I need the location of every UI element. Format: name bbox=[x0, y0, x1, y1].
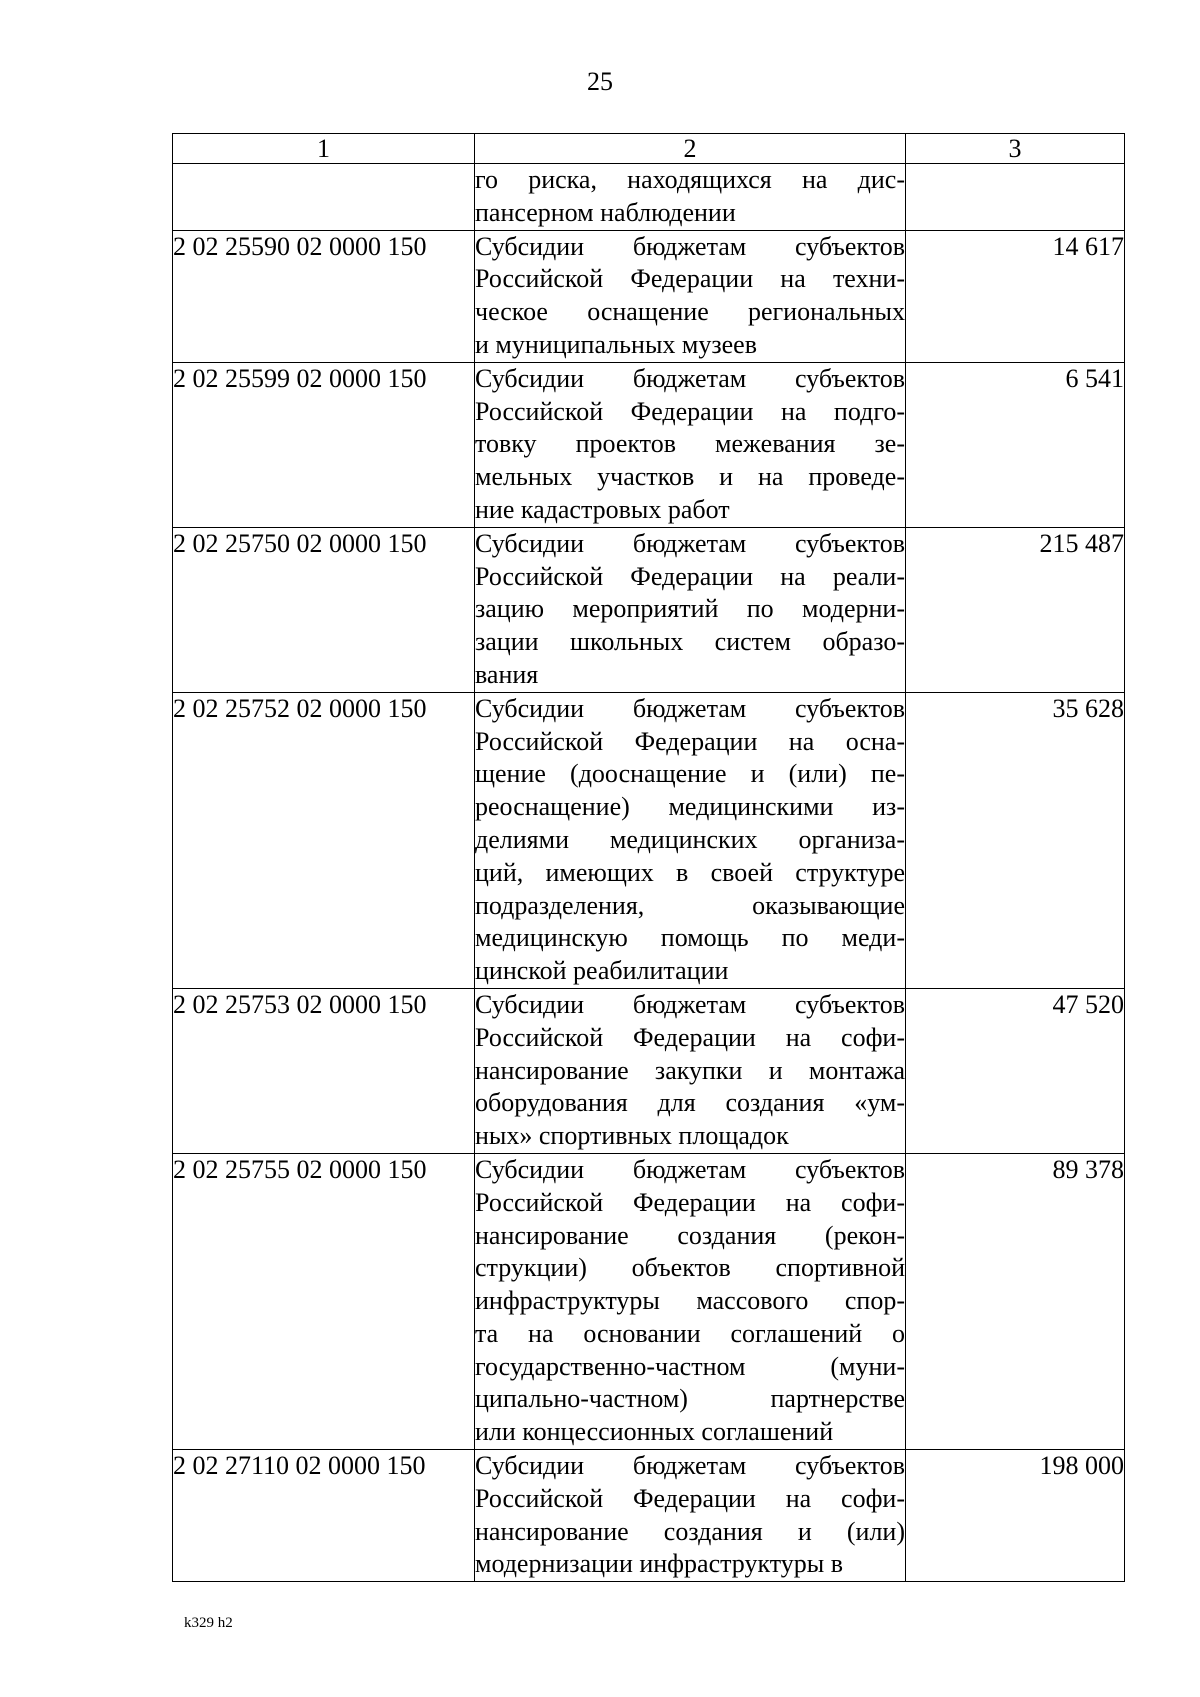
description-line: ние кадастровых работ bbox=[475, 494, 730, 524]
table-row bbox=[173, 164, 1125, 231]
description-cell bbox=[475, 692, 906, 988]
table-body bbox=[173, 164, 1125, 1582]
description-cell bbox=[475, 362, 906, 527]
header-row bbox=[173, 134, 1125, 164]
description-line: ческое оснащение региональных bbox=[475, 297, 905, 327]
description-line: зации школьных систем образо- bbox=[475, 627, 905, 657]
description-line: щение (дооснащение и (или) пе- bbox=[475, 759, 905, 789]
description-line: Российской Федерации на техни- bbox=[475, 264, 905, 294]
description-line: Российской Федерации на софи- bbox=[475, 1022, 905, 1052]
table-header bbox=[173, 134, 1125, 164]
description-line: Субсидии бюджетам субъектов bbox=[475, 231, 905, 261]
description-line: Российской Федерации на подго- bbox=[475, 396, 905, 426]
budget-code-cell: 2 02 25752 02 0000 150 bbox=[173, 692, 475, 988]
description-line: мельных участков и на проведе- bbox=[475, 462, 905, 492]
description-cell bbox=[475, 1153, 906, 1449]
budget-code-cell: 2 02 25755 02 0000 150 bbox=[173, 1153, 475, 1449]
budget-code-cell: 2 02 27110 02 0000 150 bbox=[173, 1450, 475, 1582]
budget-code-cell bbox=[173, 164, 475, 231]
description-line: подразделения, оказывающие bbox=[475, 890, 905, 920]
header-column-3: 3 bbox=[906, 134, 1125, 164]
description-line: нансирование создания и (или) bbox=[475, 1516, 905, 1546]
table-row bbox=[173, 527, 1125, 692]
amount-cell: 89 378 bbox=[906, 1153, 1125, 1449]
table-row bbox=[173, 230, 1125, 362]
description-line: инфраструктуры массового спор- bbox=[475, 1286, 905, 1316]
budget-code-cell: 2 02 25599 02 0000 150 bbox=[173, 362, 475, 527]
description-line: ций, имеющих в своей структуре bbox=[475, 857, 905, 887]
budget-table bbox=[172, 133, 1125, 1582]
description-line: зацию мероприятий по модерни- bbox=[475, 594, 905, 624]
description-cell bbox=[475, 230, 906, 362]
description-line: товку проектов межевания зе- bbox=[475, 429, 905, 459]
amount-cell: 35 628 bbox=[906, 692, 1125, 988]
description-line: та на основании соглашений о bbox=[475, 1318, 905, 1348]
description-line: Субсидии бюджетам субъектов bbox=[475, 693, 905, 723]
description-line: пансерном наблюдении bbox=[475, 197, 736, 227]
description-line: Субсидии бюджетам субъектов bbox=[475, 528, 905, 558]
description-line: Российской Федерации на софи- bbox=[475, 1483, 905, 1513]
amount-cell: 14 617 bbox=[906, 230, 1125, 362]
description-cell bbox=[475, 164, 906, 231]
description-line: Субсидии бюджетам субъектов bbox=[475, 1154, 905, 1184]
table-row bbox=[173, 1153, 1125, 1449]
amount-cell: 47 520 bbox=[906, 988, 1125, 1153]
description-line: струкции) объектов спортивной bbox=[475, 1253, 905, 1283]
amount-cell: 215 487 bbox=[906, 527, 1125, 692]
description-line: цинской реабилитации bbox=[475, 956, 729, 986]
description-line: го риска, находящихся на дис- bbox=[475, 165, 905, 194]
table-row bbox=[173, 1450, 1125, 1582]
description-line: Российской Федерации на реали- bbox=[475, 561, 905, 591]
description-line: нансирование создания (рекон- bbox=[475, 1220, 905, 1250]
header-column-1: 1 bbox=[173, 134, 475, 164]
description-line: оборудования для создания «ум- bbox=[475, 1088, 905, 1118]
budget-code-cell: 2 02 25590 02 0000 150 bbox=[173, 230, 475, 362]
description-line: и муниципальных музеев bbox=[475, 329, 758, 359]
header-column-2: 2 bbox=[475, 134, 906, 164]
description-line: Субсидии бюджетам субъектов bbox=[475, 363, 905, 393]
description-line: Российской Федерации на софи- bbox=[475, 1187, 905, 1217]
table-row bbox=[173, 362, 1125, 527]
table-row bbox=[173, 988, 1125, 1153]
description-line: или концессионных соглашений bbox=[475, 1417, 834, 1447]
description-cell bbox=[475, 1450, 906, 1582]
page-number: 25 bbox=[587, 67, 613, 96]
budget-code-cell: 2 02 25753 02 0000 150 bbox=[173, 988, 475, 1153]
amount-cell: 6 541 bbox=[906, 362, 1125, 527]
description-line: реоснащение) медицинскими из- bbox=[475, 792, 905, 822]
description-line: государственно-частном (муни- bbox=[475, 1351, 905, 1381]
description-line: делиями медицинских организа- bbox=[475, 824, 905, 854]
amount-cell bbox=[906, 164, 1125, 231]
description-line: модернизации инфраструктуры в bbox=[475, 1549, 843, 1579]
description-cell bbox=[475, 988, 906, 1153]
description-line: нансирование закупки и монтажа bbox=[475, 1055, 905, 1085]
table-row bbox=[173, 692, 1125, 988]
description-line: Субсидии бюджетам субъектов bbox=[475, 1451, 905, 1481]
description-line: медицинскую помощь по меди- bbox=[475, 923, 905, 953]
footer-code: k329 h2 bbox=[184, 1615, 233, 1631]
amount-cell: 198 000 bbox=[906, 1450, 1125, 1582]
budget-code-cell: 2 02 25750 02 0000 150 bbox=[173, 527, 475, 692]
description-line: ципально-частном) партнерстве bbox=[475, 1384, 905, 1414]
description-line: вания bbox=[475, 659, 539, 689]
description-line: Российской Федерации на осна- bbox=[475, 726, 905, 756]
description-line: Субсидии бюджетам субъектов bbox=[475, 989, 905, 1019]
description-line: ных» спортивных площадок bbox=[475, 1121, 789, 1151]
description-cell bbox=[475, 527, 906, 692]
